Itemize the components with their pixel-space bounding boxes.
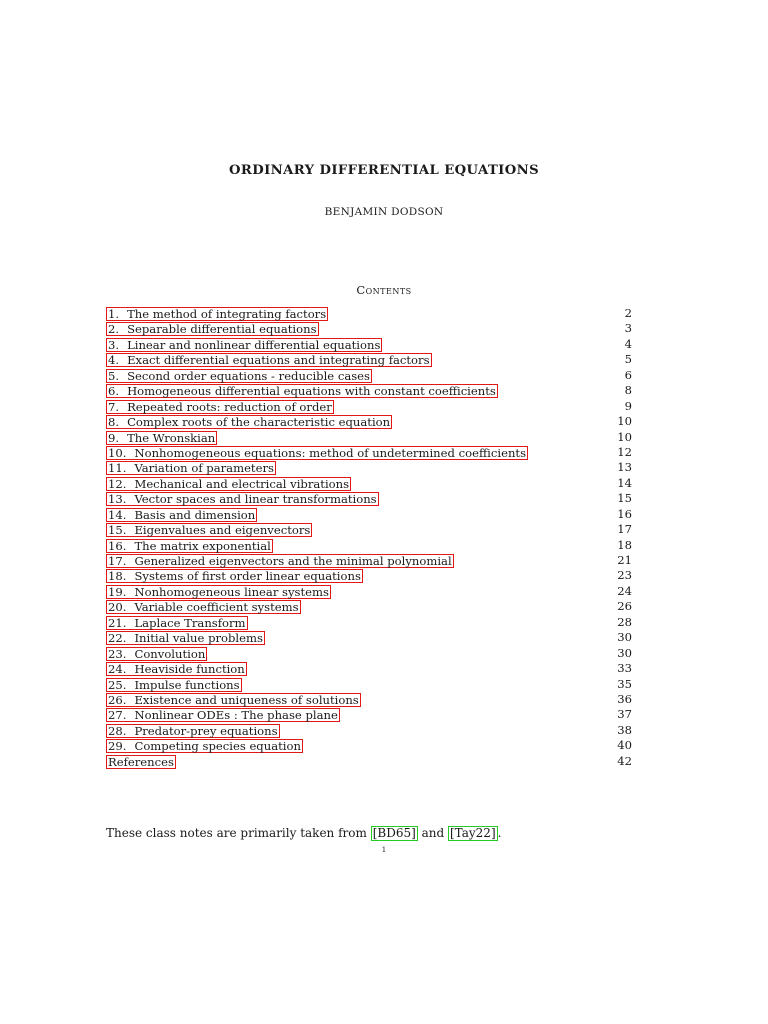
toc-entry-label: Eigenvalues and eigenvectors <box>134 523 311 538</box>
toc-entry-number: 10. <box>108 445 127 460</box>
toc-row <box>106 352 632 367</box>
toc-entry-page: 8 <box>624 383 632 398</box>
toc-row <box>106 553 632 568</box>
toc-entry-link[interactable] <box>106 693 361 707</box>
toc-entry-page: 10 <box>617 429 632 444</box>
toc-row <box>106 630 632 645</box>
toc-entry-link[interactable] <box>106 616 248 630</box>
toc-entry-label: References <box>108 754 174 769</box>
toc-entry-number: 25. <box>108 677 127 692</box>
toc-entry-number: 17. <box>108 554 127 568</box>
toc-entry-label: Laplace Transform <box>134 615 246 630</box>
note-text-after: . <box>497 826 502 840</box>
citation-bd65-link[interactable]: [BD65] <box>372 826 416 840</box>
toc-entry-number: 7. <box>108 399 120 414</box>
toc-entry-link[interactable] <box>106 708 340 722</box>
toc-entry-link[interactable] <box>106 585 331 599</box>
toc-row <box>106 692 632 707</box>
toc-entry-link[interactable] <box>106 539 273 553</box>
toc-entry-label: Separable differential equations <box>127 322 317 337</box>
toc-entry-page: 5 <box>624 352 632 367</box>
toc-row <box>106 738 632 753</box>
toc-row <box>106 661 632 676</box>
toc-row <box>106 430 632 445</box>
toc-entry-number: 16. <box>108 538 127 553</box>
toc-entry-label: Variation of parameters <box>134 461 274 476</box>
toc-entry-link[interactable] <box>106 600 301 614</box>
toc-entry-label: Generalized eigenvectors and the minimal polynomial <box>134 554 452 568</box>
toc-entry-link[interactable] <box>106 631 265 645</box>
toc-entry-page: 16 <box>617 506 632 521</box>
toc-row <box>106 460 632 475</box>
toc-entry-number: 23. <box>108 646 127 661</box>
toc-entry-label: Competing species equation <box>134 739 301 754</box>
toc-entry-number: 22. <box>108 631 127 646</box>
toc-entry-link[interactable] <box>106 647 207 661</box>
toc-row <box>106 615 632 630</box>
toc-entry-label: Mechanical and electrical vibrations <box>134 476 350 491</box>
toc-entry-link[interactable] <box>106 400 334 414</box>
toc-row <box>106 399 632 414</box>
toc-entry-label: Nonhomogeneous equations: method of undetermined coefficients <box>134 445 527 460</box>
toc-entry-label: The method of integrating factors <box>127 307 327 321</box>
toc-entry-page: 37 <box>617 707 632 722</box>
toc-entry-page: 21 <box>617 553 632 567</box>
toc-entry-number: 3. <box>108 337 120 352</box>
toc-entry-link[interactable] <box>106 508 257 522</box>
toc-row <box>106 445 632 460</box>
toc-entry-number: 6. <box>108 384 120 399</box>
toc-entry-number: 18. <box>108 569 127 584</box>
toc-entry-number: 26. <box>108 692 127 707</box>
toc-entry-label: Second order equations - reducible cases <box>127 368 370 383</box>
toc-entry-page: 12 <box>617 444 632 459</box>
toc-entry-page: 33 <box>617 661 632 676</box>
toc-entry-page: 6 <box>624 367 632 382</box>
toc-entry-label: Impulse functions <box>134 677 240 692</box>
toc-entry-label: Existence and uniqueness of solutions <box>134 692 359 707</box>
toc-entry-label: Linear and nonlinear differential equations <box>127 337 381 352</box>
toc-row <box>106 321 632 336</box>
toc-entry-page: 42 <box>617 753 632 768</box>
toc-entry-number: 15. <box>108 523 127 538</box>
toc-entry-link[interactable] <box>106 338 382 352</box>
toc-entry-link[interactable] <box>106 322 319 336</box>
toc-entry-page: 13 <box>617 460 632 475</box>
toc-row <box>106 646 632 661</box>
toc-entry-link[interactable] <box>106 569 363 583</box>
toc-row <box>106 538 632 553</box>
toc-entry-label: Convolution <box>134 646 206 661</box>
toc-entry-page: 3 <box>624 321 632 336</box>
toc-entry-page: 26 <box>617 599 632 614</box>
toc-entry-page: 38 <box>617 722 632 737</box>
toc-entry-page: 14 <box>617 475 632 490</box>
toc-entry-page: 4 <box>624 336 632 351</box>
toc-entry-page: 2 <box>624 306 632 320</box>
toc-entry-number: 21. <box>108 615 127 630</box>
toc-entry-page: 30 <box>617 630 632 645</box>
toc-entry-link[interactable] <box>106 739 303 753</box>
toc-entry-number: 11. <box>108 461 127 476</box>
toc-entry-number: 27. <box>108 708 127 723</box>
toc-entry-page: 9 <box>624 398 632 413</box>
toc-entry-number: 13. <box>108 492 127 507</box>
toc-entry-link[interactable] <box>106 678 242 692</box>
contents-heading: Contents <box>356 283 412 297</box>
toc-entry-link[interactable] <box>106 477 351 491</box>
toc-row <box>106 754 632 769</box>
toc-entry-label: Exact differential equations and integrating factors <box>127 353 430 368</box>
toc-entry-number: 28. <box>108 723 127 738</box>
toc-row <box>106 414 632 429</box>
toc-entry-number: 2. <box>108 322 120 337</box>
toc-entry-number: 29. <box>108 739 127 754</box>
toc-entry-number: 20. <box>108 600 127 615</box>
toc-entry-number: 12. <box>108 476 127 491</box>
toc-entry-number: 19. <box>108 584 127 599</box>
toc-entry-page: 23 <box>617 568 632 583</box>
toc-row <box>106 507 632 522</box>
toc-entry-label: The Wronskian <box>127 430 216 445</box>
toc-entry-page: 24 <box>617 583 632 598</box>
toc-entry-page: 17 <box>617 522 632 537</box>
toc-entry-number: 8. <box>108 415 120 430</box>
toc-entry-link[interactable] <box>106 369 372 383</box>
toc-entry-link[interactable] <box>106 662 247 676</box>
toc-entry-link[interactable] <box>106 353 432 367</box>
toc-entry-link[interactable] <box>106 384 498 398</box>
document-author: BENJAMIN DODSON <box>324 206 444 218</box>
document-title: ORDINARY DIFFERENTIAL EQUATIONS <box>228 163 539 178</box>
toc-entry-link[interactable] <box>106 415 392 429</box>
toc-entry-label: Nonhomogeneous linear systems <box>134 584 329 599</box>
toc-entry-label: The matrix exponential <box>134 538 271 553</box>
toc-row <box>106 568 632 583</box>
page-number: 1 <box>381 846 387 854</box>
toc-entry-link[interactable] <box>106 755 176 769</box>
toc-entry-page: 10 <box>617 414 632 429</box>
toc-entry-page: 36 <box>617 691 632 706</box>
toc-entry-page: 18 <box>617 537 632 552</box>
toc-entry-link[interactable] <box>106 523 312 537</box>
toc-entry-label: Nonlinear ODEs : The phase plane <box>134 708 338 723</box>
note-text-before: These class notes are primarily taken from <box>106 826 371 840</box>
toc-row <box>106 584 632 599</box>
toc-row <box>106 723 632 738</box>
toc-row <box>106 522 632 537</box>
toc-entry-label: Basis and dimension <box>134 507 256 522</box>
toc-entry-link[interactable] <box>106 461 276 475</box>
toc-entry-number: 1. <box>108 307 120 321</box>
toc-entry-label: Vector spaces and linear transformations <box>134 492 377 507</box>
toc-entry-number: 14. <box>108 507 127 522</box>
toc-entry-number: 9. <box>108 430 120 445</box>
toc-entry-label: Repeated roots: reduction of order <box>127 399 332 414</box>
toc-entry-label: Initial value problems <box>134 631 263 646</box>
toc-row <box>106 707 632 722</box>
toc-entry-page: 28 <box>617 614 632 629</box>
toc-entry-label: Predator-prey equations <box>134 723 278 738</box>
toc-entry-number: 24. <box>108 662 127 677</box>
toc-entry-link[interactable] <box>106 446 528 460</box>
toc-entry-link[interactable] <box>106 492 379 506</box>
toc-row <box>106 306 632 321</box>
toc-row <box>106 491 632 506</box>
note-text-middle: and <box>417 826 448 840</box>
toc-entry-page: 15 <box>617 491 632 506</box>
toc-entry-label: Systems of first order linear equations <box>134 569 361 584</box>
table-of-contents <box>106 306 632 769</box>
toc-entry-link[interactable] <box>106 554 454 568</box>
toc-row <box>106 368 632 383</box>
toc-row <box>106 599 632 614</box>
toc-entry-label: Variable coefficient systems <box>134 600 299 615</box>
toc-entry-link[interactable] <box>106 724 280 738</box>
toc-entry-label: Heaviside function <box>134 662 245 677</box>
toc-entry-page: 35 <box>617 676 632 691</box>
toc-entry-link[interactable] <box>106 307 328 321</box>
toc-entry-label: Homogeneous differential equations with constant coefficients <box>127 384 496 399</box>
citation-tay22-link[interactable]: [Tay22] <box>449 826 496 840</box>
toc-entry-label: Complex roots of the characteristic equation <box>127 415 391 430</box>
toc-entry-page: 30 <box>617 645 632 660</box>
toc-entry-page: 40 <box>617 738 632 753</box>
toc-row <box>106 677 632 692</box>
toc-entry-link[interactable] <box>106 431 217 445</box>
toc-row <box>106 337 632 352</box>
toc-row <box>106 383 632 398</box>
toc-row <box>106 476 632 491</box>
toc-entry-number: 4. <box>108 353 120 368</box>
toc-entry-number: 5. <box>108 368 120 383</box>
intro-note <box>106 826 501 841</box>
